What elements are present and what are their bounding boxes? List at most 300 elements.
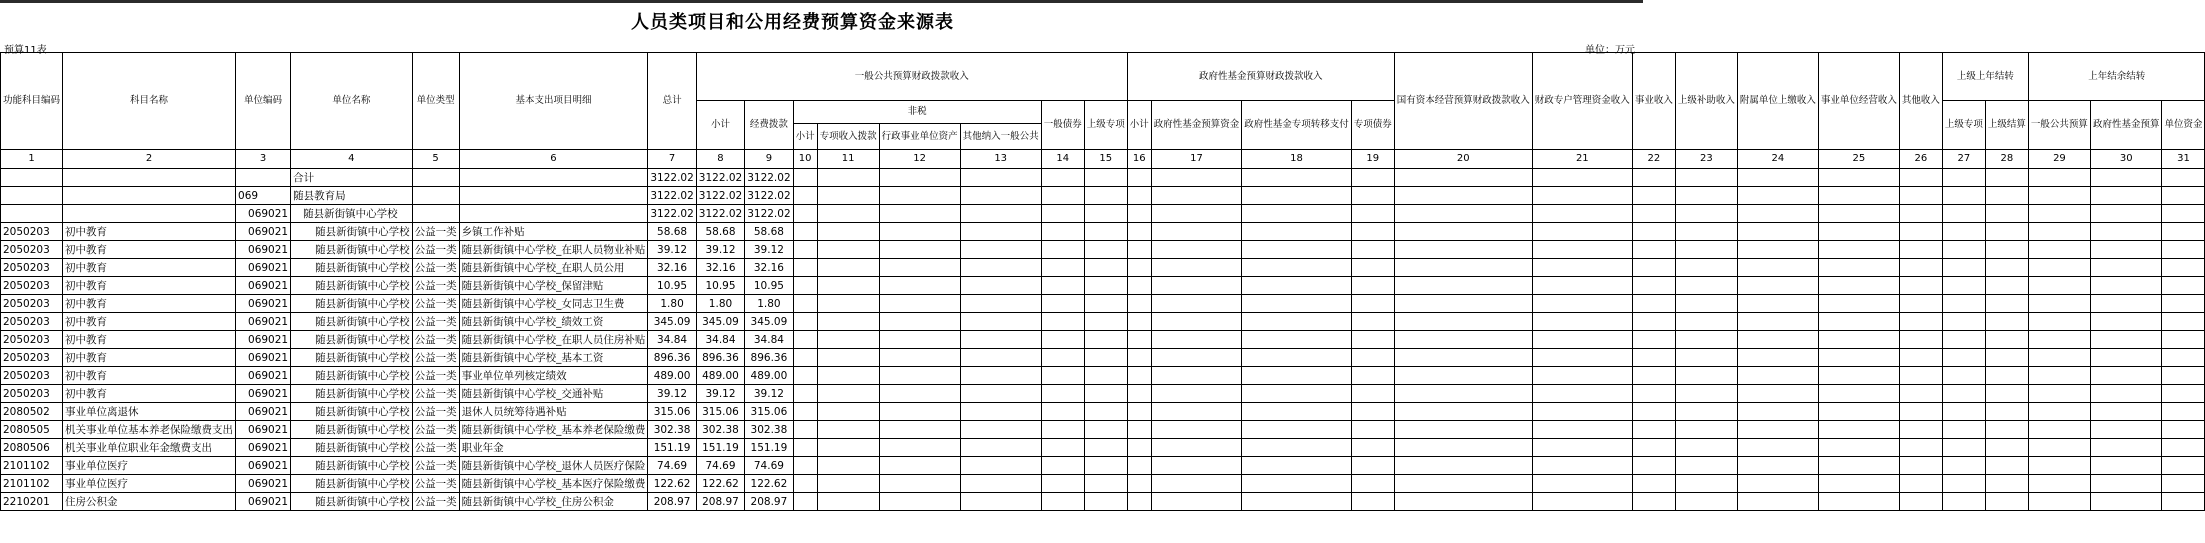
empty-cell: [1041, 457, 1084, 475]
empty-cell: [1632, 331, 1675, 349]
empty-cell: [1942, 367, 1985, 385]
empty-cell: [2090, 475, 2162, 493]
empty-cell: [1084, 241, 1127, 259]
unit-type-cell: 公益一类: [412, 367, 459, 385]
func-code-cell: 2080505: [1, 421, 63, 439]
empty-cell: [1985, 349, 2028, 367]
empty-cell: [1041, 349, 1084, 367]
total-cell: 122.62: [648, 475, 696, 493]
empty-cell: [1394, 475, 1532, 493]
empty-cell: [1242, 169, 1352, 187]
empty-cell: [1942, 313, 1985, 331]
empty-cell: [1818, 295, 1899, 313]
empty-cell: [2090, 367, 2162, 385]
detail-cell: [459, 187, 648, 205]
total-cell: 10.95: [648, 277, 696, 295]
unit-code-cell: 069021: [236, 421, 291, 439]
func-code-cell: 2050203: [1, 367, 63, 385]
func-code-cell: 2050203: [1, 223, 63, 241]
table-row: [1, 493, 2205, 511]
empty-cell: [1942, 277, 1985, 295]
empty-cell: [1041, 439, 1084, 457]
column-number: 8: [696, 150, 744, 169]
table-row: [1, 295, 2205, 313]
empty-cell: [793, 349, 817, 367]
empty-cell: [1942, 331, 1985, 349]
empty-cell: [1899, 295, 1942, 313]
empty-cell: [1675, 169, 1737, 187]
column-number: 13: [960, 150, 1041, 169]
func-code-cell: [1, 205, 63, 223]
total-cell: 302.38: [648, 421, 696, 439]
empty-cell: [2028, 187, 2090, 205]
empty-cell: [1351, 223, 1394, 241]
empty-cell: [879, 493, 960, 511]
subject-cell: 初中教育: [63, 331, 236, 349]
empty-cell: [1084, 223, 1127, 241]
empty-cell: [1737, 367, 1818, 385]
empty-cell: [1127, 349, 1151, 367]
empty-cell: [1041, 295, 1084, 313]
empty-cell: [1242, 367, 1352, 385]
subtotal-cell: 302.38: [696, 421, 744, 439]
total-cell: 208.97: [648, 493, 696, 511]
empty-cell: [1737, 403, 1818, 421]
empty-cell: [1675, 205, 1737, 223]
func-code-cell: 2050203: [1, 349, 63, 367]
empty-cell: [1737, 385, 1818, 403]
func-code-cell: [1, 169, 63, 187]
unit-type-cell: [412, 187, 459, 205]
subtotal-cell: 151.19: [696, 439, 744, 457]
empty-cell: [817, 169, 879, 187]
func-code-cell: 2080506: [1, 439, 63, 457]
empty-cell: [1675, 187, 1737, 205]
empty-cell: [1041, 241, 1084, 259]
unit-name-cell: 随县新街镇中心学校: [291, 367, 413, 385]
empty-cell: [1899, 439, 1942, 457]
empty-cell: [1242, 277, 1352, 295]
empty-cell: [1985, 169, 2028, 187]
unit-type-cell: 公益一类: [412, 259, 459, 277]
empty-cell: [2162, 349, 2205, 367]
empty-cell: [1151, 313, 1242, 331]
table-row: [1, 187, 2205, 205]
empty-cell: [817, 187, 879, 205]
header-unit-code: 单位编码: [236, 53, 291, 150]
empty-cell: [1899, 169, 1942, 187]
empty-cell: [817, 313, 879, 331]
unit-code-cell: 069: [236, 187, 291, 205]
unit-code-cell: 069021: [236, 403, 291, 421]
empty-cell: [1242, 223, 1352, 241]
empty-cell: [1737, 475, 1818, 493]
func-code-cell: 2050203: [1, 331, 63, 349]
empty-cell: [1942, 241, 1985, 259]
empty-cell: [1632, 187, 1675, 205]
unit-code-cell: 069021: [236, 313, 291, 331]
header-prev-carryover: 上级上年结转: [1942, 53, 2028, 101]
func-code-cell: 2050203: [1, 385, 63, 403]
empty-cell: [1632, 205, 1675, 223]
empty-cell: [1899, 403, 1942, 421]
unit-name-cell: 随县新街镇中心学校: [291, 475, 413, 493]
empty-cell: [1942, 421, 1985, 439]
empty-cell: [960, 403, 1041, 421]
empty-cell: [1632, 457, 1675, 475]
empty-cell: [960, 493, 1041, 511]
empty-cell: [1084, 187, 1127, 205]
empty-cell: [1242, 421, 1352, 439]
empty-cell: [1632, 475, 1675, 493]
subtotal-cell: 208.97: [696, 493, 744, 511]
empty-cell: [1242, 403, 1352, 421]
empty-cell: [2028, 205, 2090, 223]
empty-cell: [1351, 169, 1394, 187]
header-func-code: 功能科目编码: [1, 53, 63, 150]
appropriation-cell: 1.80: [745, 295, 793, 313]
total-cell: 39.12: [648, 385, 696, 403]
appropriation-cell: 74.69: [745, 457, 793, 475]
detail-cell: 随县新街镇中心学校_交通补贴: [459, 385, 648, 403]
header-gf-transfer: 政府性基金专项转移支付: [1242, 101, 1352, 150]
empty-cell: [879, 169, 960, 187]
header-detail: 基本支出项目明细: [459, 53, 648, 150]
subject-cell: 初中教育: [63, 241, 236, 259]
empty-cell: [1351, 493, 1394, 511]
empty-cell: [1899, 313, 1942, 331]
unit-type-cell: [412, 169, 459, 187]
empty-cell: [1532, 205, 1632, 223]
empty-cell: [2162, 187, 2205, 205]
empty-cell: [2028, 331, 2090, 349]
appropriation-cell: 58.68: [745, 223, 793, 241]
empty-cell: [1084, 169, 1127, 187]
unit-type-cell: 公益一类: [412, 439, 459, 457]
subject-cell: 初中教育: [63, 277, 236, 295]
unit-code-cell: 069021: [236, 349, 291, 367]
empty-cell: [1985, 259, 2028, 277]
total-cell: 34.84: [648, 331, 696, 349]
empty-cell: [2090, 349, 2162, 367]
empty-cell: [1242, 259, 1352, 277]
detail-cell: 随县新街镇中心学校_在职人员住房补贴: [459, 331, 648, 349]
empty-cell: [793, 313, 817, 331]
appropriation-cell: 302.38: [745, 421, 793, 439]
subject-cell: 初中教育: [63, 223, 236, 241]
subtotal-cell: 32.16: [696, 259, 744, 277]
empty-cell: [1632, 349, 1675, 367]
empty-cell: [960, 331, 1041, 349]
subtotal-cell: 1.80: [696, 295, 744, 313]
empty-cell: [1532, 349, 1632, 367]
empty-cell: [1675, 403, 1737, 421]
column-number: 7: [648, 150, 696, 169]
empty-cell: [1942, 259, 1985, 277]
empty-cell: [1242, 205, 1352, 223]
empty-cell: [1151, 331, 1242, 349]
empty-cell: [1985, 295, 2028, 313]
empty-cell: [1532, 169, 1632, 187]
empty-cell: [879, 259, 960, 277]
appropriation-cell: 32.16: [745, 259, 793, 277]
header-unit-name: 单位名称: [291, 53, 413, 150]
empty-cell: [1737, 331, 1818, 349]
empty-cell: [1532, 367, 1632, 385]
empty-cell: [2028, 475, 2090, 493]
empty-cell: [1151, 169, 1242, 187]
empty-cell: [2162, 169, 2205, 187]
total-cell: 74.69: [648, 457, 696, 475]
empty-cell: [2028, 403, 2090, 421]
empty-cell: [1394, 493, 1532, 511]
detail-cell: 乡镇工作补贴: [459, 223, 648, 241]
appropriation-cell: 39.12: [745, 385, 793, 403]
empty-cell: [1818, 187, 1899, 205]
empty-cell: [879, 349, 960, 367]
column-number: 25: [1818, 150, 1899, 169]
empty-cell: [817, 403, 879, 421]
empty-cell: [1632, 313, 1675, 331]
empty-cell: [1127, 385, 1151, 403]
empty-cell: [1985, 493, 2028, 511]
empty-cell: [1084, 475, 1127, 493]
empty-cell: [1041, 493, 1084, 511]
empty-cell: [1532, 403, 1632, 421]
empty-cell: [1632, 223, 1675, 241]
header-ly-unit-funds: 单位资金: [2162, 101, 2205, 150]
empty-cell: [879, 385, 960, 403]
header-upper-special: 上级专项: [1084, 101, 1127, 150]
empty-cell: [1899, 187, 1942, 205]
empty-cell: [2162, 475, 2205, 493]
empty-cell: [1675, 421, 1737, 439]
empty-cell: [1127, 439, 1151, 457]
unit-type-cell: 公益一类: [412, 457, 459, 475]
empty-cell: [1351, 403, 1394, 421]
empty-cell: [1127, 313, 1151, 331]
empty-cell: [1351, 295, 1394, 313]
empty-cell: [1127, 457, 1151, 475]
empty-cell: [1675, 331, 1737, 349]
empty-cell: [2162, 493, 2205, 511]
empty-cell: [2090, 421, 2162, 439]
empty-cell: [1737, 295, 1818, 313]
table-row: [1, 331, 2205, 349]
empty-cell: [2162, 385, 2205, 403]
subject-cell: 初中教育: [63, 295, 236, 313]
detail-cell: 随县新街镇中心学校_在职人员物业补贴: [459, 241, 648, 259]
empty-cell: [1675, 349, 1737, 367]
unit-name-cell: 随县教育局: [291, 187, 413, 205]
empty-cell: [1985, 457, 2028, 475]
func-code-cell: 2050203: [1, 313, 63, 331]
unit-code-cell: 069021: [236, 277, 291, 295]
appropriation-cell: 208.97: [745, 493, 793, 511]
empty-cell: [1394, 313, 1532, 331]
empty-cell: [1818, 169, 1899, 187]
column-number: 9: [745, 150, 793, 169]
unit-type-cell: 公益一类: [412, 295, 459, 313]
empty-cell: [1084, 457, 1127, 475]
unit-type-cell: 公益一类: [412, 331, 459, 349]
empty-cell: [793, 439, 817, 457]
empty-cell: [879, 475, 960, 493]
empty-cell: [960, 385, 1041, 403]
empty-cell: [2090, 385, 2162, 403]
empty-cell: [1041, 385, 1084, 403]
header-prev-upper-special: 上级专项: [1942, 101, 1985, 150]
empty-cell: [1532, 475, 1632, 493]
total-cell: 151.19: [648, 439, 696, 457]
empty-cell: [1532, 439, 1632, 457]
appropriation-cell: 10.95: [745, 277, 793, 295]
subject-cell: 初中教育: [63, 259, 236, 277]
empty-cell: [1942, 457, 1985, 475]
empty-cell: [1985, 277, 2028, 295]
empty-cell: [2028, 367, 2090, 385]
empty-cell: [2028, 295, 2090, 313]
unit-name-cell: 随县新街镇中心学校: [291, 259, 413, 277]
empty-cell: [879, 187, 960, 205]
empty-cell: [1899, 223, 1942, 241]
empty-cell: [793, 205, 817, 223]
func-code-cell: 2101102: [1, 457, 63, 475]
unit-type-cell: 公益一类: [412, 313, 459, 331]
empty-cell: [1127, 367, 1151, 385]
header-unit-type: 单位类型: [412, 53, 459, 150]
empty-cell: [1151, 457, 1242, 475]
empty-cell: [1942, 439, 1985, 457]
empty-cell: [1818, 421, 1899, 439]
empty-cell: [793, 403, 817, 421]
empty-cell: [1632, 403, 1675, 421]
header-ly-gov-fund: 政府性基金预算: [2090, 101, 2162, 150]
empty-cell: [1041, 313, 1084, 331]
detail-cell: 随县新街镇中心学校_基本养老保险缴费: [459, 421, 648, 439]
empty-cell: [1899, 385, 1942, 403]
empty-cell: [2162, 277, 2205, 295]
empty-cell: [1737, 259, 1818, 277]
empty-cell: [2162, 259, 2205, 277]
column-number: 30: [2090, 150, 2162, 169]
empty-cell: [1985, 331, 2028, 349]
unit-name-cell: 随县新街镇中心学校: [291, 295, 413, 313]
empty-cell: [1151, 421, 1242, 439]
empty-cell: [817, 475, 879, 493]
unit-code-cell: 069021: [236, 493, 291, 511]
unit-type-cell: 公益一类: [412, 385, 459, 403]
column-number: 23: [1675, 150, 1737, 169]
appropriation-cell: 151.19: [745, 439, 793, 457]
appropriation-cell: 122.62: [745, 475, 793, 493]
empty-cell: [1242, 385, 1352, 403]
empty-cell: [1151, 241, 1242, 259]
subject-cell: 住房公积金: [63, 493, 236, 511]
empty-cell: [1942, 169, 1985, 187]
total-cell: 3122.02: [648, 205, 696, 223]
empty-cell: [1127, 169, 1151, 187]
empty-cell: [1942, 349, 1985, 367]
func-code-cell: 2210201: [1, 493, 63, 511]
column-number: 26: [1899, 150, 1942, 169]
empty-cell: [2090, 223, 2162, 241]
header-general-budget: 一般公共预算财政拨款收入: [696, 53, 1127, 101]
empty-cell: [1942, 187, 1985, 205]
table-row: [1, 367, 2205, 385]
empty-cell: [960, 187, 1041, 205]
empty-cell: [1351, 349, 1394, 367]
unit-name-cell: 随县新街镇中心学校: [291, 349, 413, 367]
empty-cell: [1084, 295, 1127, 313]
empty-cell: [1041, 169, 1084, 187]
func-code-cell: 2080502: [1, 403, 63, 421]
empty-cell: [2162, 331, 2205, 349]
header-ly-general: 一般公共预算: [2028, 101, 2090, 150]
empty-cell: [1632, 295, 1675, 313]
subtotal-cell: 3122.02: [696, 205, 744, 223]
header-affiliated: 附属单位上缴收入: [1737, 53, 1818, 150]
func-code-cell: [1, 187, 63, 205]
appropriation-cell: 489.00: [745, 367, 793, 385]
empty-cell: [1632, 493, 1675, 511]
subject-cell: 机关事业单位职业年金缴费支出: [63, 439, 236, 457]
total-cell: 489.00: [648, 367, 696, 385]
empty-cell: [1242, 187, 1352, 205]
column-number: 28: [1985, 150, 2028, 169]
unit-type-cell: 公益一类: [412, 475, 459, 493]
empty-cell: [1127, 493, 1151, 511]
empty-cell: [1632, 367, 1675, 385]
detail-cell: 随县新街镇中心学校_绩效工资: [459, 313, 648, 331]
subject-cell: [63, 169, 236, 187]
empty-cell: [1351, 205, 1394, 223]
subject-cell: [63, 205, 236, 223]
empty-cell: [2162, 403, 2205, 421]
detail-cell: 随县新街镇中心学校_退休人员医疗保险: [459, 457, 648, 475]
empty-cell: [1394, 241, 1532, 259]
empty-cell: [1151, 403, 1242, 421]
empty-cell: [2028, 223, 2090, 241]
empty-cell: [1394, 367, 1532, 385]
detail-cell: 随县新街镇中心学校_住房公积金: [459, 493, 648, 511]
empty-cell: [1985, 205, 2028, 223]
empty-cell: [879, 295, 960, 313]
column-number-row: [1, 150, 2205, 169]
empty-cell: [2162, 295, 2205, 313]
empty-cell: [1942, 223, 1985, 241]
empty-cell: [1737, 457, 1818, 475]
unit-name-cell: 随县新街镇中心学校: [291, 403, 413, 421]
unit-label: 单位：万元: [1585, 45, 1635, 56]
empty-cell: [1084, 277, 1127, 295]
table-row: [1, 403, 2205, 421]
subject-cell: 事业单位离退休: [63, 403, 236, 421]
column-number: 27: [1942, 150, 1985, 169]
empty-cell: [2028, 277, 2090, 295]
empty-cell: [1151, 223, 1242, 241]
empty-cell: [1675, 493, 1737, 511]
subject-cell: 机关事业单位基本养老保险缴费支出: [63, 421, 236, 439]
empty-cell: [2090, 313, 2162, 331]
empty-cell: [817, 223, 879, 241]
empty-cell: [817, 493, 879, 511]
unit-type-cell: 公益一类: [412, 493, 459, 511]
empty-cell: [1351, 421, 1394, 439]
unit-code-cell: 069021: [236, 223, 291, 241]
empty-cell: [1985, 187, 2028, 205]
empty-cell: [1675, 241, 1737, 259]
